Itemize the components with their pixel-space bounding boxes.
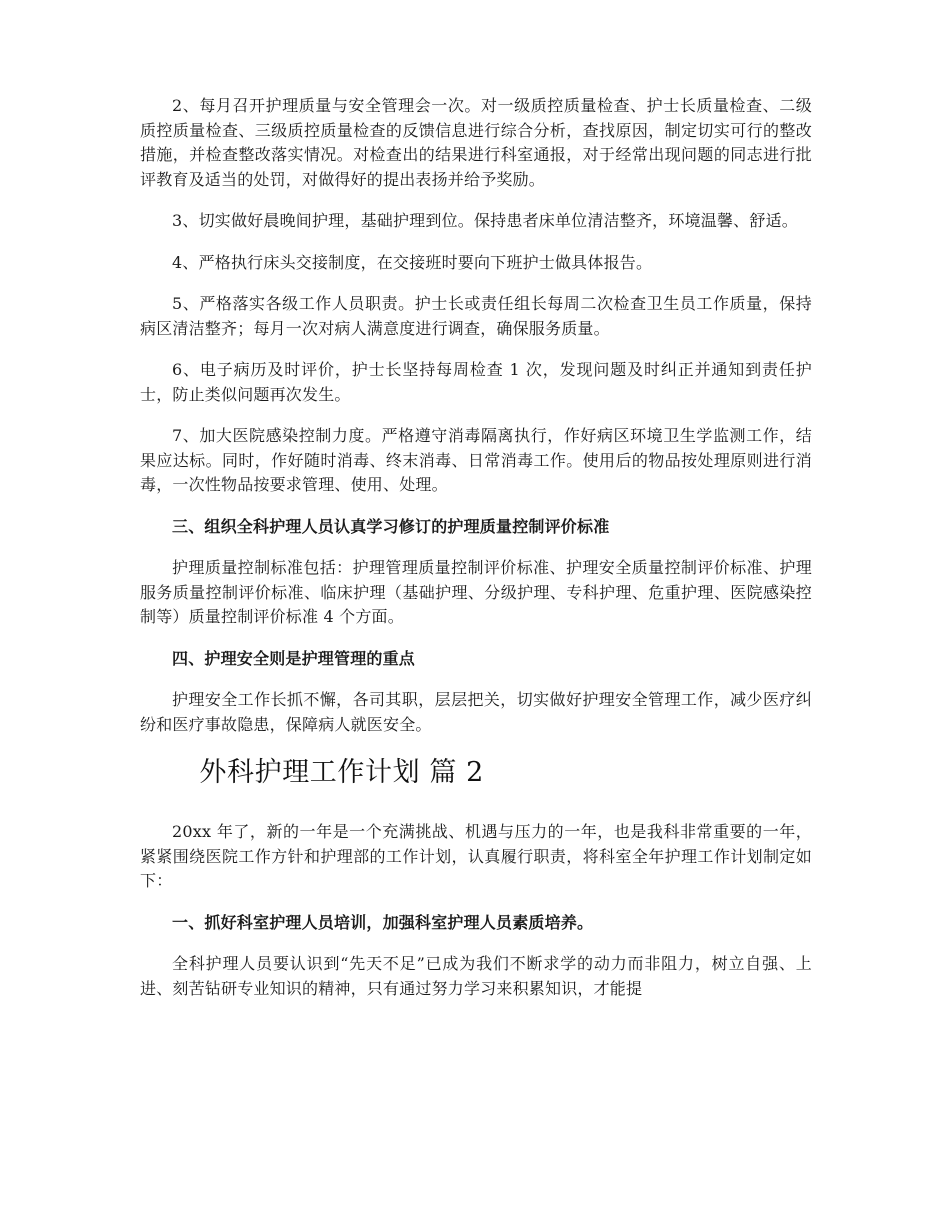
section-heading-4: 四、护理安全则是护理管理的重点 (172, 648, 416, 668)
paragraph-item-5: 5、严格落实各级工作人员职责。护士长或责任组长每周二次检查卫生员工作质量，保持病区清洁整齐；每月一次对病人满意度进行调查，确保服务质量。 (140, 294, 812, 338)
paragraph-item-3: 3、切实做好晨晚间护理，基础护理到位。保持患者床单位清洁整齐，环境温馨、舒适。 (172, 211, 798, 230)
paragraph-standards: 护理质量控制标准包括：护理管理质量控制评价标准、护理安全质量控制评价标准、护理服务质量控制评价标准、临床护理（基础护理、分级护理、专科护理、危重护理、医院感染控制等）质量控制评价标准 4 个方面。 (140, 558, 812, 626)
section-heading-3: 三、组织全科护理人员认真学习修订的护理质量控制评价标准 (172, 516, 610, 536)
paragraph-safety: 护理安全工作长抓不懈，各司其职，层层把关，切实做好护理安全管理工作，减少医疗纠纷和医疗事故隐患，保障病人就医安全。 (140, 690, 812, 734)
paragraph-item-2: 2、每月召开护理质量与安全管理会一次。对一级质控质量检查、护士长质量检查、二级质控质量检查、三级质控质量检查的反馈信息进行综合分析，查找原因，制定切实可行的整改措施，并检查整改落实情况。对检查出的结果进行科室通报，对于经常出现问题的同志进行批评教育及适当的处罚，对做得好的提出表扬并给予奖励。 (140, 96, 812, 189)
document-title-part-2: 外科护理工作计划 篇 2 (199, 757, 484, 788)
paragraph-training: 全科护理人员要认识到“先天不足”已成为我们不断求学的动力而非阻力，树立自强、上进、刻苦钻研专业知识的精神，只有通过努力学习来积累知识，才能提 (140, 954, 812, 998)
paragraph-item-4: 4、严格执行床头交接制度，在交接班时要向下班护士做具体报告。 (172, 252, 653, 272)
paragraph-item-7: 7、加大医院感染控制力度。严格遵守消毒隔离执行，作好病区环境卫生学监测工作，结果应达标。同时，作好随时消毒、终末消毒、日常消毒工作。使用后的物品按处理原则进行消毒，一次性物品按要求管理、使用、处理。 (140, 426, 812, 494)
paragraph-item-6: 6、电子病历及时评价，护士长坚持每周检查 1 次，发现问题及时纠正并通知到责任护士，防止类似问题再次发生。 (140, 360, 812, 404)
paragraph-intro: 20xx 年了，新的一年是一个充满挑战、机遇与压力的一年，也是我科非常重要的一年，紧紧围绕医院工作方针和护理部的工作计划，认真履行职责，将科室全年护理工作计划制定如下： (140, 822, 812, 890)
section-heading-1: 一、抓好科室护理人员培训，加强科室护理人员素质培养。 (172, 912, 594, 932)
document-page (140, 94, 812, 1018)
